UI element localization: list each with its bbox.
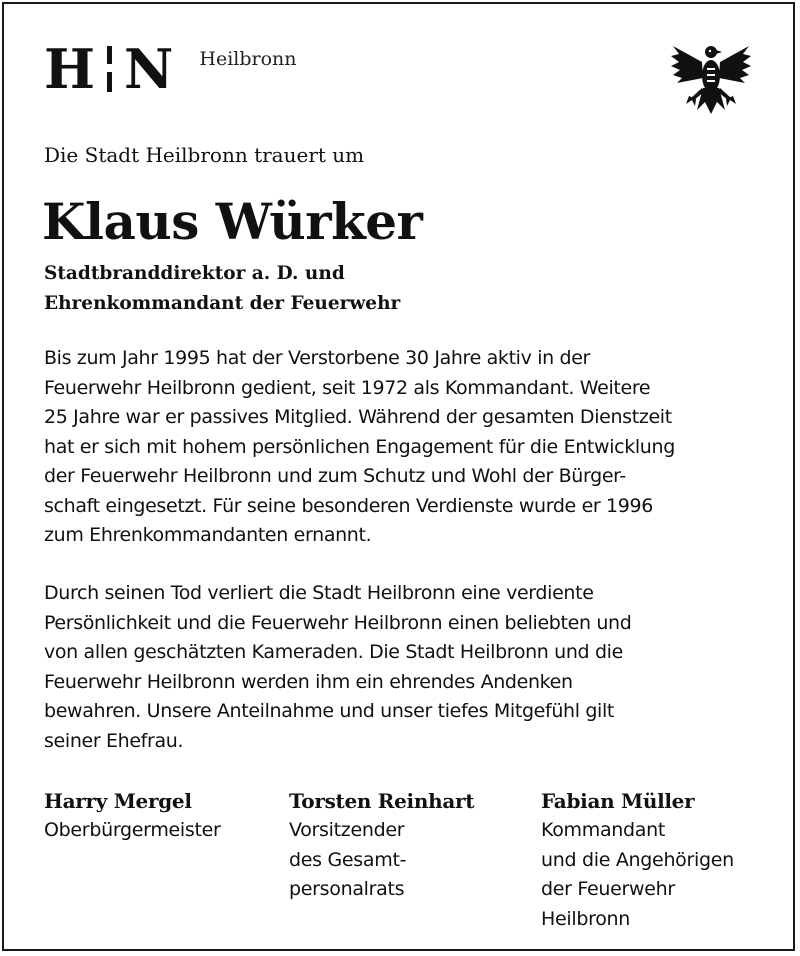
- text-line: der Feuerwehr Heilbronn und zum Schutz und Wohl der Bürger-: [44, 465, 626, 487]
- logo-letter-h: H: [44, 37, 96, 101]
- text-line: schaft eingesetzt. Für seine besonderen Verdienste wurde er 1996: [44, 494, 654, 517]
- text-line: 25 Jahre war er passives Mitglied. Während der gesamten Dienstzeit: [44, 406, 672, 428]
- eagle-crest-icon: [669, 38, 753, 118]
- signatory-title: und die Angehörigen: [541, 848, 734, 871]
- signatory-name: Fabian Müller: [541, 789, 695, 813]
- signatory-commander: [541, 786, 734, 934]
- logo-city: Heilbronn: [199, 48, 297, 70]
- text-line: von allen geschätzten Kameraden. Die Stadt Heilbronn und die: [44, 641, 623, 663]
- text-line: hat er sich mit hohem persönlichen Engagement für die Entwicklung: [44, 435, 675, 458]
- signatory-title: Heilbronn: [541, 907, 630, 930]
- role-line: Ehrenkommandant der Feuerwehr: [44, 293, 401, 314]
- text-line: Feuerwehr Heilbronn werden ihm ein ehrendes Andenken: [44, 670, 573, 693]
- signatory-council-chair: [289, 786, 474, 905]
- role-line: Stadtbranddirektor a. D. und: [44, 263, 345, 284]
- role-block: [44, 259, 400, 319]
- text-line: bewahren. Unsere Anteilnahme und unser tiefes Mitgefühl gilt: [44, 700, 615, 722]
- text-line: Durch seinen Tod verliert die Stadt Heilbronn eine verdiente: [44, 582, 594, 604]
- text-line: Bis zum Jahr 1995 hat der Verstorbene 30 Jahre aktiv in der: [44, 347, 591, 369]
- signatory-title: Vorsitzender: [289, 819, 405, 841]
- paragraph-condolence: [44, 579, 774, 756]
- signatory-title: des Gesamt-: [289, 848, 407, 871]
- signatory-name: Torsten Reinhart: [289, 789, 475, 813]
- text-line: seiner Ehefrau.: [44, 729, 184, 752]
- text-line: Persönlichkeit und die Feuerwehr Heilbronn einen beliebten und: [44, 611, 632, 634]
- intro-line: Die Stadt Heilbronn trauert um: [44, 143, 365, 167]
- logo-letter-n: N: [124, 37, 174, 101]
- signatory-name: Harry Mergel: [44, 789, 192, 813]
- logo-divider: [107, 46, 112, 92]
- signatory-title: Oberbürgermeister: [44, 819, 221, 841]
- signatory-title: personalrats: [289, 878, 405, 900]
- signatory-title: der Feuerwehr: [541, 878, 675, 900]
- hn-logo: [44, 38, 297, 100]
- signatory-title: Kommandant: [541, 819, 666, 841]
- text-line: zum Ehrenkommandanten ernannt.: [44, 524, 372, 546]
- paragraph-tribute: [44, 344, 774, 551]
- deceased-name: Klaus Würker: [42, 192, 423, 251]
- logo-mark: [44, 38, 173, 100]
- signatory-mayor: [44, 786, 221, 846]
- text-line: Feuerwehr Heilbronn gedient, seit 1972 als Kommandant. Weitere: [44, 376, 651, 399]
